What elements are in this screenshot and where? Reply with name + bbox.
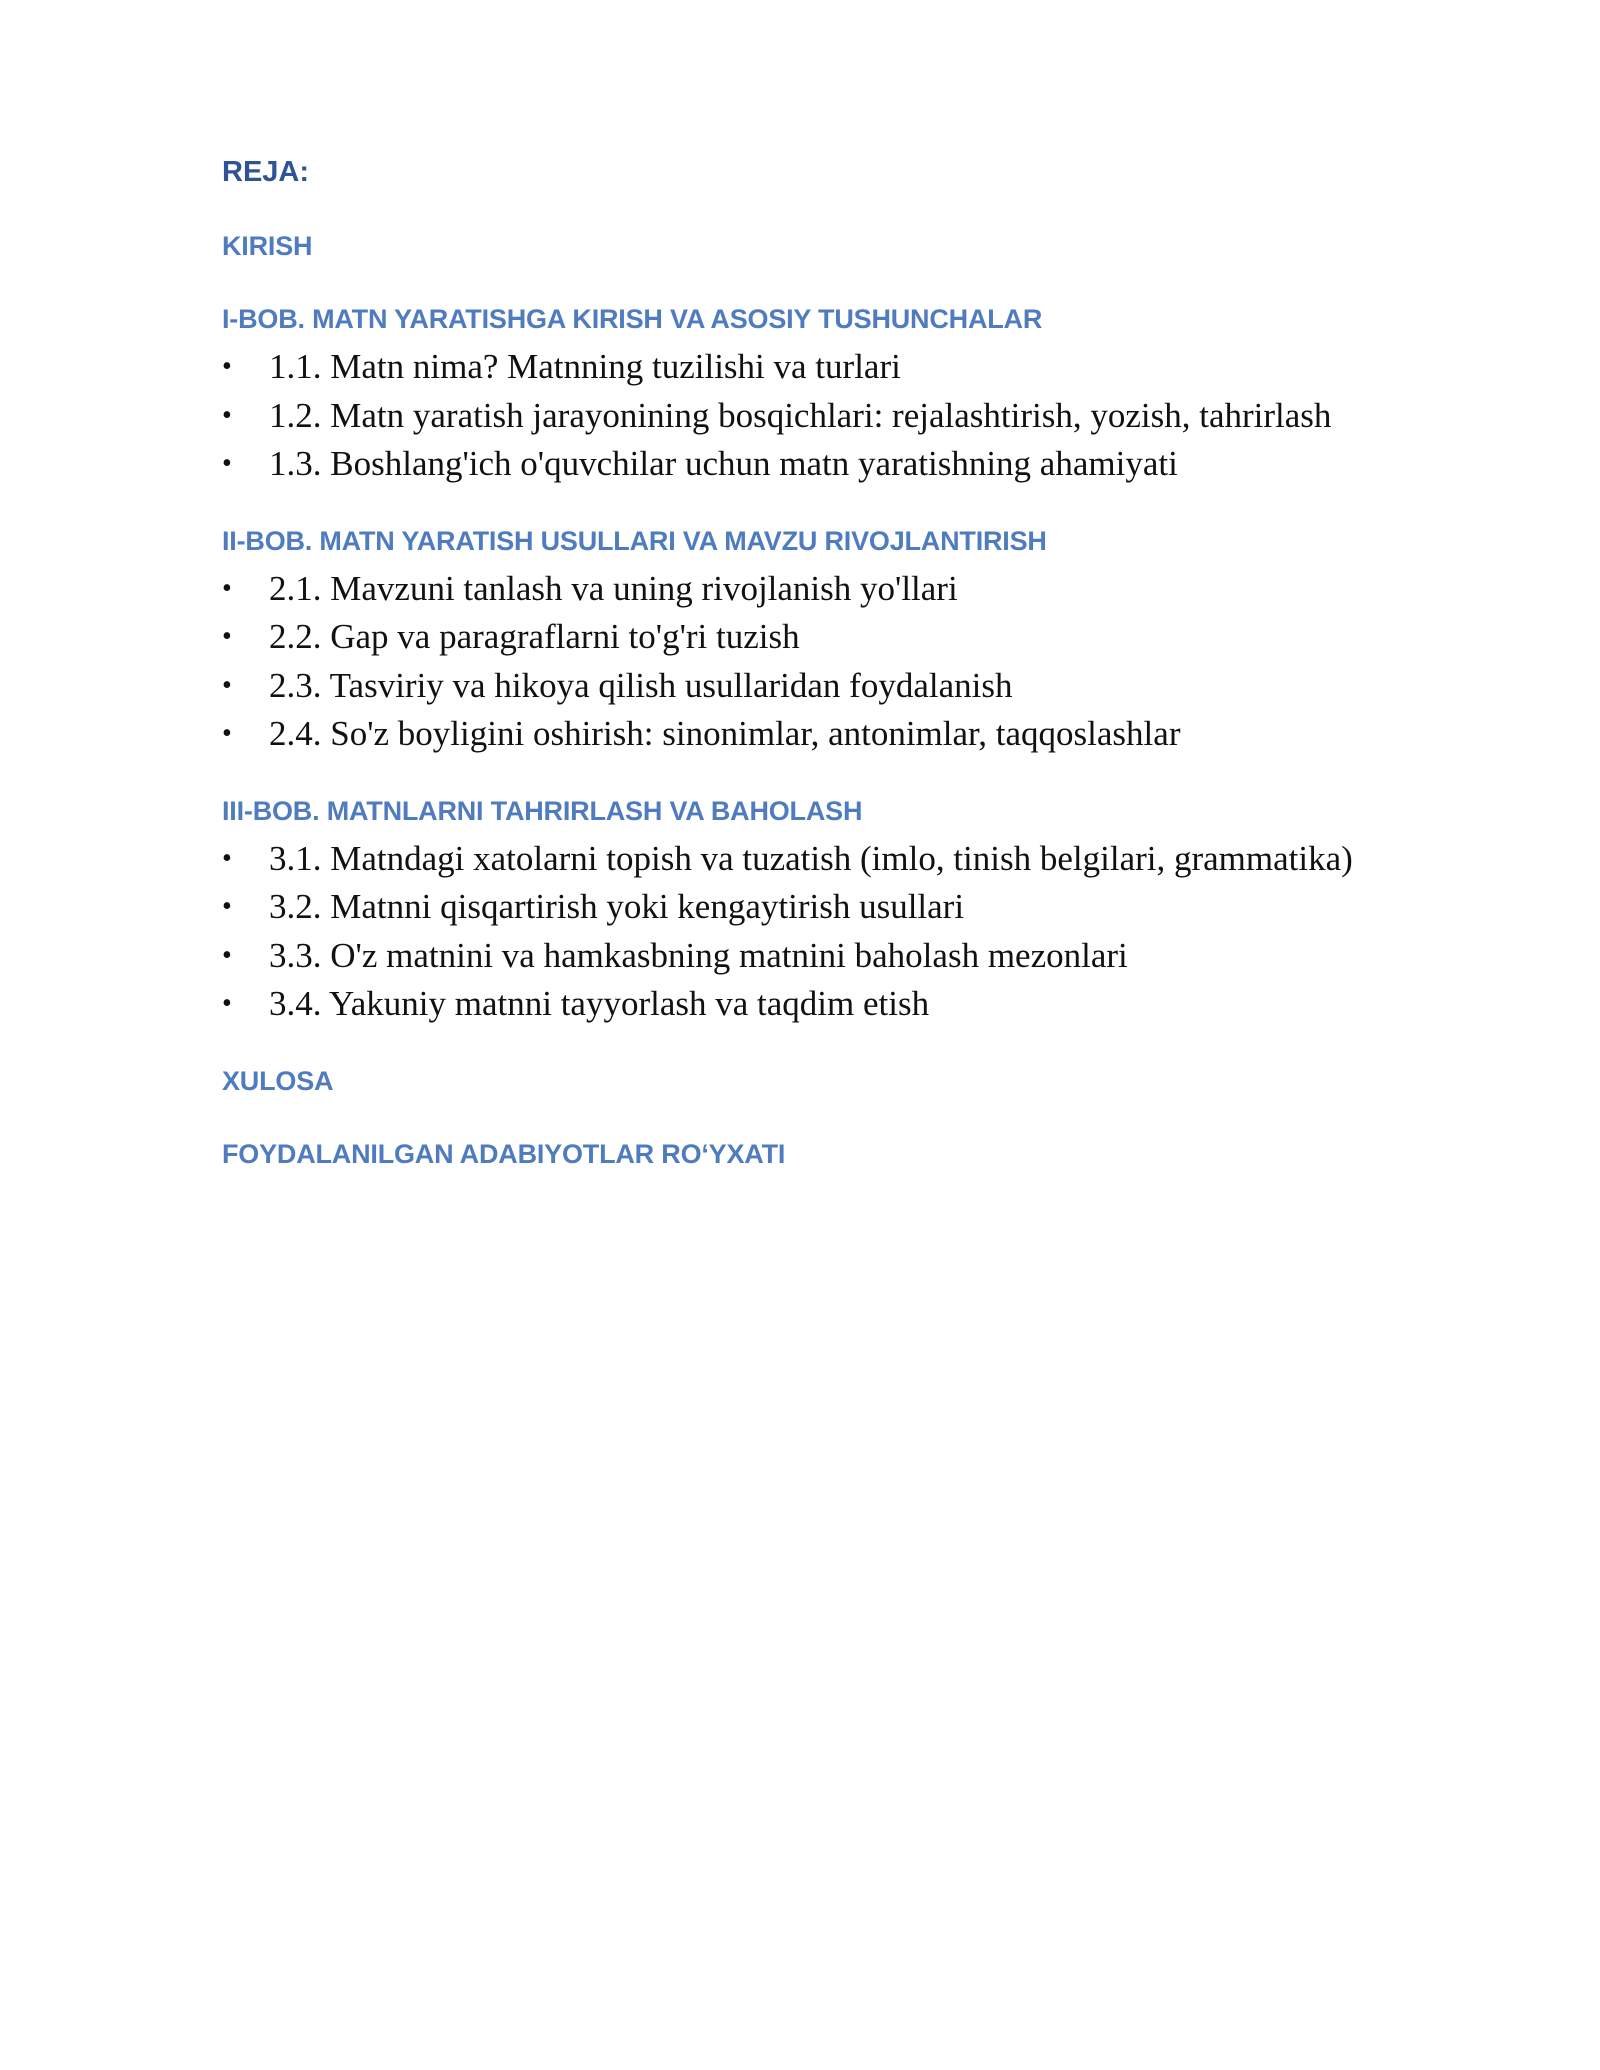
bullet-icon: • — [222, 448, 232, 479]
page-title: REJA: — [222, 156, 310, 188]
list-item — [222, 883, 1422, 932]
list-item-text: 2.3. Tasviriy va hikoya qilish usullaridan foydalanish — [269, 665, 1013, 705]
intro-heading: KIRISH — [222, 231, 313, 261]
list-item — [222, 980, 1422, 1029]
list-item — [222, 392, 1422, 441]
list-item-text: 1.3. Boshlang'ich o'quvchilar uchun matn yaratishning ahamiyati — [269, 444, 1178, 483]
list-item — [222, 440, 1422, 489]
chapter-2-list — [222, 565, 1422, 759]
list-item-text: 3.1. Matndagi xatolarni topish va tuzatish (imlo, tinish belgilari, grammatika) — [269, 838, 1353, 878]
list-item — [222, 932, 1422, 981]
plan-content — [222, 150, 1422, 1174]
list-item — [222, 835, 1422, 884]
list-item-text: 2.4. So'z boyligini oshirish: sinonimlar, antonimlar, taqqoslashlar — [269, 714, 1181, 753]
bullet-icon: • — [222, 718, 232, 749]
bullet-icon: • — [222, 988, 232, 1019]
list-item — [222, 613, 1422, 662]
chapter-2-heading: II-BOB. MATN YARATISH USULLARI VA MAVZU RIVOJLANTIRISH — [222, 525, 1047, 556]
list-item — [222, 662, 1422, 711]
bullet-icon: • — [222, 572, 232, 604]
bullet-icon: • — [222, 399, 232, 431]
chapter-3-list — [222, 835, 1422, 1029]
conclusion-heading: XULOSA — [222, 1065, 334, 1096]
chapter-3-heading: III-BOB. MATNLARNI TAHRIRLASH VA BAHOLASH — [222, 795, 863, 826]
list-item — [222, 343, 1422, 392]
bullet-icon: • — [222, 351, 232, 382]
list-item-text: 1.2. Matn yaratish jarayonining bosqichlari: rejalashtirish, yozish, tahrirlash — [269, 395, 1332, 435]
list-item-text: 2.1. Mavzuni tanlash va uning rivojlanish yo'llari — [269, 568, 958, 608]
bullet-icon: • — [222, 621, 232, 652]
bullet-icon: • — [222, 669, 232, 701]
bullet-icon: • — [222, 891, 232, 922]
list-item-text: 3.4. Yakuniy matnni tayyorlash va taqdim etish — [269, 984, 930, 1023]
bullet-icon: • — [222, 939, 232, 971]
list-item — [222, 710, 1422, 759]
list-item-text: 3.2. Matnni qisqartirish yoki kengaytirish usullari — [269, 887, 965, 926]
list-item — [222, 565, 1422, 614]
list-item-text: 1.1. Matn nima? Matnning tuzilishi va turlari — [269, 347, 901, 386]
chapter-1-heading: I-BOB. MATN YARATISHGA KIRISH VA ASOSIY TUSHUNCHALAR — [222, 304, 1043, 334]
list-item-text: 2.2. Gap va paragraflarni to'g'ri tuzish — [269, 617, 800, 656]
chapter-1-list — [222, 343, 1422, 489]
references-heading: FOYDALANILGAN ADABIYOTLAR RO‘YXATI — [222, 1138, 786, 1169]
bullet-icon: • — [222, 842, 232, 874]
list-item-text: 3.3. O'z matnini va hamkasbning matnini baholash mezonlari — [269, 935, 1128, 975]
